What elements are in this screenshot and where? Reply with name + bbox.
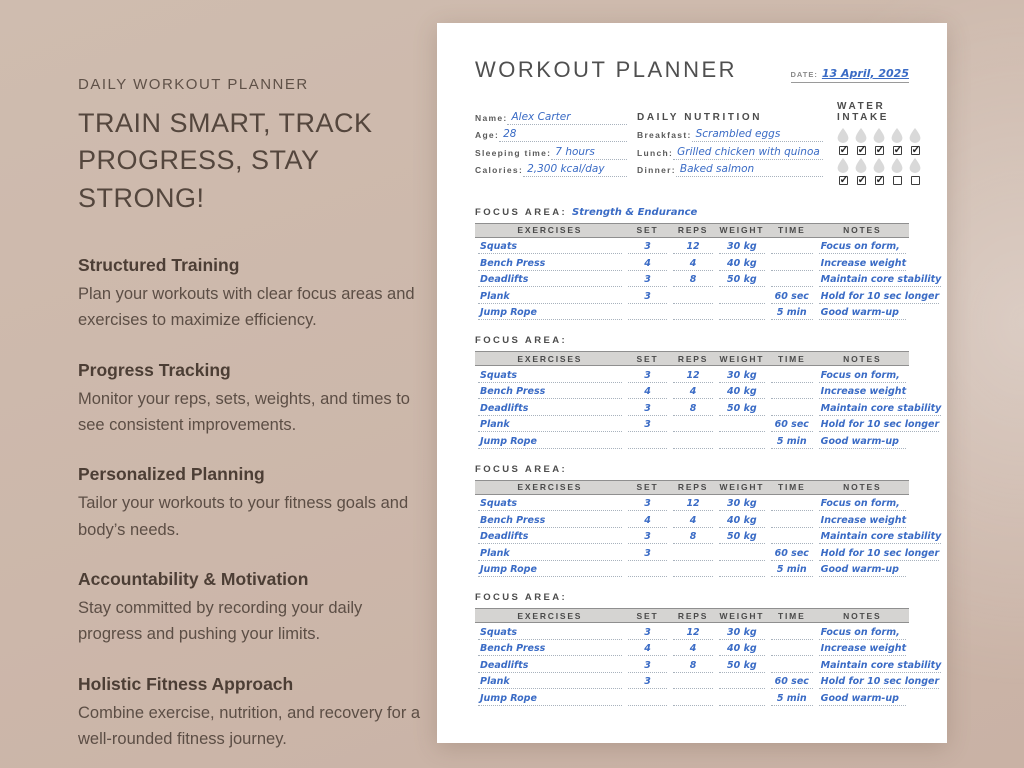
feature-title: Progress Tracking bbox=[78, 359, 231, 380]
column-header: WEIGHT bbox=[719, 610, 765, 621]
water-checkbox bbox=[839, 176, 848, 185]
table-cell: Plank bbox=[475, 416, 625, 433]
table-cell bbox=[625, 689, 671, 706]
table-cell: Focus on form, bbox=[816, 495, 909, 512]
table-cell bbox=[768, 254, 816, 271]
table-cell: 4 bbox=[625, 511, 671, 528]
table-cell: 40 kg bbox=[716, 383, 768, 400]
water-cup bbox=[855, 158, 867, 185]
table-cell: 5 min bbox=[768, 304, 816, 321]
paper-header bbox=[475, 57, 909, 83]
table-cell: 60 sec bbox=[768, 416, 816, 433]
table-cell: Hold for 10 sec longer bbox=[816, 416, 909, 433]
table-header-row bbox=[475, 480, 909, 495]
column-header: EXERCISES bbox=[517, 353, 583, 364]
table-cell: 4 bbox=[625, 640, 671, 657]
table-row bbox=[475, 511, 909, 528]
table-cell: Good warm-up bbox=[816, 689, 909, 706]
table-row bbox=[475, 383, 909, 400]
table-cell: Plank bbox=[475, 287, 625, 304]
water-cup bbox=[909, 158, 921, 185]
table-cell: 8 bbox=[670, 528, 716, 545]
table-cell bbox=[716, 287, 768, 304]
table-cell: Plank bbox=[475, 544, 625, 561]
table-cell: 3 bbox=[625, 238, 671, 255]
table-cell: Deadlifts bbox=[475, 656, 625, 673]
workout-section bbox=[475, 592, 942, 706]
table-header-row bbox=[475, 351, 909, 366]
table-cell: 3 bbox=[625, 271, 671, 288]
table-cell: 50 kg bbox=[716, 528, 768, 545]
table-cell: Focus on form, bbox=[816, 366, 909, 383]
column-header: SET bbox=[636, 610, 659, 621]
table-cell: Squats bbox=[475, 623, 625, 640]
focus-area-field bbox=[475, 207, 909, 218]
field-label: Sleeping time: bbox=[475, 147, 552, 158]
table-cell: Squats bbox=[475, 238, 625, 255]
table-cell bbox=[716, 304, 768, 321]
table-cell: Jump Rope bbox=[475, 689, 625, 706]
headline: TRAIN SMART, TRACK PROGRESS, STAY STRONG! bbox=[78, 108, 373, 213]
feature-body: Combine exercise, nutrition, and recovery for a well-rounded fitness journey. bbox=[78, 703, 421, 749]
table-cell: Hold for 10 sec longer bbox=[816, 287, 909, 304]
column-header: REPS bbox=[677, 353, 709, 364]
table-cell bbox=[716, 432, 768, 449]
column-header: REPS bbox=[677, 610, 709, 621]
water-intake-heading: WATER INTAKE bbox=[837, 100, 890, 123]
water-grid bbox=[837, 128, 921, 185]
table-cell: Maintain core stability bbox=[816, 271, 909, 288]
form-field bbox=[637, 142, 823, 160]
water-cup bbox=[891, 128, 903, 155]
table-cell: Hold for 10 sec longer bbox=[816, 673, 909, 690]
table-cell: Good warm-up bbox=[816, 304, 909, 321]
table-cell: Jump Rope bbox=[475, 432, 625, 449]
feature-body: Stay committed by recording your daily progress and pushing your limits. bbox=[78, 599, 363, 644]
water-checkbox bbox=[911, 146, 920, 155]
form-field bbox=[475, 160, 627, 178]
water-cup bbox=[909, 128, 921, 155]
water-drop-icon bbox=[909, 128, 921, 143]
table-cell bbox=[768, 383, 816, 400]
table-cell bbox=[716, 689, 768, 706]
water-drop-icon bbox=[873, 128, 885, 143]
table-row bbox=[475, 416, 940, 433]
water-checkbox bbox=[875, 146, 884, 155]
table-row bbox=[475, 271, 942, 288]
table-cell: 30 kg bbox=[716, 366, 768, 383]
table-cell: Bench Press bbox=[475, 254, 625, 271]
table-body bbox=[475, 238, 942, 321]
table-cell bbox=[768, 640, 816, 657]
table-cell: 4 bbox=[670, 640, 716, 657]
column-header: SET bbox=[636, 482, 659, 492]
water-cup bbox=[855, 128, 867, 155]
focus-area-value: Strength & Endurance bbox=[572, 206, 698, 218]
focus-area-label: FOCUS AREA: bbox=[475, 335, 568, 346]
table-cell: Plank bbox=[475, 673, 625, 690]
water-checkbox bbox=[857, 176, 866, 185]
form-field bbox=[475, 142, 627, 160]
workout-section bbox=[475, 206, 942, 321]
table-cell bbox=[716, 561, 768, 578]
column-header: TIME bbox=[778, 353, 806, 364]
table-cell bbox=[768, 623, 816, 640]
table-cell bbox=[768, 511, 816, 528]
water-checkbox bbox=[911, 176, 920, 185]
table-cell: 5 min bbox=[768, 432, 816, 449]
table-row bbox=[475, 623, 909, 640]
table-cell: Squats bbox=[475, 366, 625, 383]
table-cell: 12 bbox=[670, 366, 716, 383]
table-row bbox=[475, 366, 909, 383]
table-cell: Increase weight bbox=[816, 254, 909, 271]
column-header: TIME bbox=[778, 482, 806, 492]
form-field bbox=[637, 125, 823, 143]
table-cell: 3 bbox=[625, 544, 671, 561]
table-cell bbox=[670, 287, 716, 304]
feature-title: Accountability & Motivation bbox=[78, 569, 309, 590]
feature-title: Structured Training bbox=[78, 254, 240, 275]
water-checkbox bbox=[839, 146, 848, 155]
table-cell bbox=[670, 416, 716, 433]
marketing-panel bbox=[78, 76, 428, 768]
planner-page bbox=[437, 23, 947, 743]
table-cell: Jump Rope bbox=[475, 561, 625, 578]
water-cup bbox=[837, 128, 849, 155]
table-cell: Good warm-up bbox=[816, 561, 909, 578]
column-header: NOTES bbox=[843, 353, 882, 364]
date-field bbox=[791, 67, 909, 83]
feature-body: Tailor your workouts to your fitness goals and body’s needs. bbox=[78, 494, 409, 539]
table-cell: Good warm-up bbox=[816, 432, 909, 449]
column-header: EXERCISES bbox=[517, 610, 583, 621]
table-row bbox=[475, 673, 940, 690]
water-checkbox bbox=[875, 176, 884, 185]
table-cell bbox=[670, 689, 716, 706]
table-row bbox=[475, 238, 909, 255]
table-cell: 60 sec bbox=[768, 673, 816, 690]
field-label: Dinner: bbox=[637, 165, 676, 175]
table-cell: Increase weight bbox=[816, 640, 909, 657]
feature-title: Holistic Fitness Approach bbox=[78, 673, 294, 694]
table-cell: Deadlifts bbox=[475, 399, 625, 416]
water-cup bbox=[891, 158, 903, 185]
table-cell: Maintain core stability bbox=[816, 399, 909, 416]
water-drop-icon bbox=[909, 158, 921, 173]
feature-body: Plan your workouts with clear focus areas and exercises to maximize efficiency. bbox=[78, 284, 415, 330]
water-cup bbox=[873, 158, 885, 185]
focus-area-label: FOCUS AREA: bbox=[475, 206, 568, 218]
column-header: NOTES bbox=[843, 225, 882, 235]
water-intake-column bbox=[833, 100, 921, 185]
feature-block bbox=[78, 360, 428, 439]
table-cell bbox=[716, 416, 768, 433]
table-cell: 4 bbox=[625, 254, 671, 271]
table-cell: Bench Press bbox=[475, 511, 625, 528]
focus-area-label: FOCUS AREA: bbox=[475, 592, 568, 603]
table-cell: 3 bbox=[625, 366, 671, 383]
feature-block bbox=[78, 464, 428, 543]
table-cell: 3 bbox=[625, 287, 671, 304]
water-drop-icon bbox=[891, 158, 903, 173]
table-row bbox=[475, 432, 909, 449]
table-cell: Increase weight bbox=[816, 511, 909, 528]
column-header: NOTES bbox=[843, 610, 882, 621]
workout-section bbox=[475, 335, 942, 449]
table-row bbox=[475, 528, 942, 545]
table-cell bbox=[768, 495, 816, 512]
table-cell bbox=[768, 399, 816, 416]
table-row bbox=[475, 304, 909, 321]
form-field bbox=[475, 107, 627, 125]
workout-sections bbox=[475, 206, 942, 706]
table-cell: Focus on form, bbox=[816, 238, 909, 255]
column-header: SET bbox=[636, 353, 659, 364]
table-cell bbox=[716, 544, 768, 561]
table-cell: 3 bbox=[625, 495, 671, 512]
water-drop-icon bbox=[837, 158, 849, 173]
table-cell: 5 min bbox=[768, 561, 816, 578]
feature-list bbox=[78, 255, 428, 753]
water-cup bbox=[837, 158, 849, 185]
table-cell bbox=[670, 304, 716, 321]
table-cell bbox=[768, 656, 816, 673]
table-cell: 60 sec bbox=[768, 544, 816, 561]
table-cell: 3 bbox=[625, 416, 671, 433]
column-header: REPS bbox=[677, 482, 709, 492]
table-row bbox=[475, 656, 942, 673]
field-value: Baked salmon bbox=[676, 163, 823, 177]
table-cell: 4 bbox=[670, 254, 716, 271]
table-cell: 40 kg bbox=[716, 640, 768, 657]
table-cell: 40 kg bbox=[716, 511, 768, 528]
column-header: TIME bbox=[778, 225, 806, 235]
table-row bbox=[475, 399, 942, 416]
column-header: REPS bbox=[677, 225, 709, 235]
column-header: WEIGHT bbox=[719, 353, 765, 364]
date-value: 13 April, 2025 bbox=[821, 67, 909, 80]
focus-area-label: FOCUS AREA: bbox=[475, 463, 568, 475]
table-cell: 50 kg bbox=[716, 271, 768, 288]
field-value: Scrambled eggs bbox=[692, 128, 823, 142]
field-value: Alex Carter bbox=[507, 111, 627, 125]
table-cell: 8 bbox=[670, 399, 716, 416]
water-drop-icon bbox=[891, 128, 903, 143]
table-cell: 30 kg bbox=[716, 495, 768, 512]
focus-area-field bbox=[475, 464, 909, 475]
table-cell: 60 sec bbox=[768, 287, 816, 304]
table-cell: 50 kg bbox=[716, 399, 768, 416]
field-label: Calories: bbox=[475, 165, 524, 175]
field-label: Age: bbox=[475, 130, 500, 140]
water-drop-icon bbox=[837, 128, 849, 143]
water-checkbox bbox=[893, 176, 902, 185]
table-cell: Deadlifts bbox=[475, 528, 625, 545]
water-cup bbox=[873, 128, 885, 155]
table-cell bbox=[670, 432, 716, 449]
field-label: Breakfast: bbox=[637, 130, 692, 140]
table-row bbox=[475, 640, 909, 657]
feature-block bbox=[78, 255, 428, 334]
table-cell: 50 kg bbox=[716, 656, 768, 673]
table-cell: 12 bbox=[670, 623, 716, 640]
field-value: 2,300 kcal/day bbox=[523, 163, 627, 177]
table-body bbox=[475, 495, 942, 578]
eyebrow-text: DAILY WORKOUT PLANNER bbox=[78, 76, 309, 93]
table-cell: 3 bbox=[625, 623, 671, 640]
water-drop-icon bbox=[855, 158, 867, 173]
table-cell: Maintain core stability bbox=[816, 656, 909, 673]
table-row bbox=[475, 495, 909, 512]
column-header: WEIGHT bbox=[719, 225, 765, 235]
table-cell bbox=[670, 561, 716, 578]
table-cell: 5 min bbox=[768, 689, 816, 706]
profile-fields bbox=[475, 107, 627, 185]
column-header: EXERCISES bbox=[517, 482, 583, 492]
table-cell: 8 bbox=[670, 656, 716, 673]
field-value: 7 hours bbox=[551, 146, 627, 160]
column-header: EXERCISES bbox=[517, 225, 583, 235]
form-field bbox=[475, 125, 627, 143]
page-title: WORKOUT PLANNER bbox=[475, 57, 738, 82]
table-cell bbox=[625, 432, 671, 449]
table-cell: 3 bbox=[625, 399, 671, 416]
table-cell: 3 bbox=[625, 656, 671, 673]
table-cell: 12 bbox=[670, 238, 716, 255]
table-cell bbox=[625, 304, 671, 321]
table-cell: Deadlifts bbox=[475, 271, 625, 288]
table-cell: Bench Press bbox=[475, 383, 625, 400]
table-cell: 40 kg bbox=[716, 254, 768, 271]
feature-body: Monitor your reps, sets, weights, and times to see consistent improvements. bbox=[78, 389, 410, 434]
water-drop-icon bbox=[873, 158, 885, 173]
table-cell: Increase weight bbox=[816, 383, 909, 400]
table-header-row bbox=[475, 223, 909, 238]
table-cell: 30 kg bbox=[716, 238, 768, 255]
form-field bbox=[637, 160, 823, 178]
table-cell bbox=[768, 366, 816, 383]
table-cell: 3 bbox=[625, 528, 671, 545]
table-cell bbox=[716, 673, 768, 690]
table-row bbox=[475, 287, 940, 304]
table-cell bbox=[768, 528, 816, 545]
column-header: SET bbox=[636, 225, 659, 235]
table-cell: Bench Press bbox=[475, 640, 625, 657]
table-cell: 12 bbox=[670, 495, 716, 512]
focus-area-field bbox=[475, 592, 909, 603]
table-cell bbox=[625, 561, 671, 578]
table-cell: Focus on form, bbox=[816, 623, 909, 640]
nutrition-fields bbox=[637, 125, 823, 178]
table-cell bbox=[670, 544, 716, 561]
table-cell: 4 bbox=[670, 511, 716, 528]
field-value: Grilled chicken with quinoa bbox=[673, 146, 823, 160]
field-label: Name: bbox=[475, 112, 508, 123]
table-cell: 4 bbox=[625, 383, 671, 400]
table-cell bbox=[670, 673, 716, 690]
water-drop-icon bbox=[855, 128, 867, 143]
table-cell bbox=[768, 238, 816, 255]
table-cell: Jump Rope bbox=[475, 304, 625, 321]
table-cell: Maintain core stability bbox=[816, 528, 909, 545]
table-row bbox=[475, 561, 909, 578]
table-cell bbox=[768, 271, 816, 288]
field-label: Lunch: bbox=[637, 147, 674, 158]
focus-area-field bbox=[475, 335, 909, 346]
feature-block bbox=[78, 674, 428, 753]
table-header-row bbox=[475, 608, 909, 623]
table-row bbox=[475, 689, 909, 706]
column-header: TIME bbox=[778, 610, 806, 621]
water-checkbox bbox=[857, 146, 866, 155]
table-body bbox=[475, 366, 942, 449]
table-body bbox=[475, 623, 942, 706]
info-row bbox=[475, 100, 909, 185]
table-cell: 8 bbox=[670, 271, 716, 288]
field-value: 28 bbox=[499, 128, 627, 142]
feature-block bbox=[78, 569, 428, 648]
table-row bbox=[475, 254, 909, 271]
workout-section bbox=[475, 463, 942, 578]
nutrition-heading: DAILY NUTRITION bbox=[637, 111, 763, 123]
nutrition-column bbox=[637, 107, 823, 185]
table-cell: 3 bbox=[625, 673, 671, 690]
feature-title: Personalized Planning bbox=[78, 464, 265, 485]
table-cell: 30 kg bbox=[716, 623, 768, 640]
table-row bbox=[475, 544, 940, 561]
table-cell: Hold for 10 sec longer bbox=[816, 544, 909, 561]
column-header: NOTES bbox=[843, 482, 882, 492]
water-checkbox bbox=[893, 146, 902, 155]
date-label: DATE: bbox=[790, 70, 818, 79]
column-header: WEIGHT bbox=[719, 482, 765, 492]
table-cell: 4 bbox=[670, 383, 716, 400]
table-cell: Squats bbox=[475, 495, 625, 512]
